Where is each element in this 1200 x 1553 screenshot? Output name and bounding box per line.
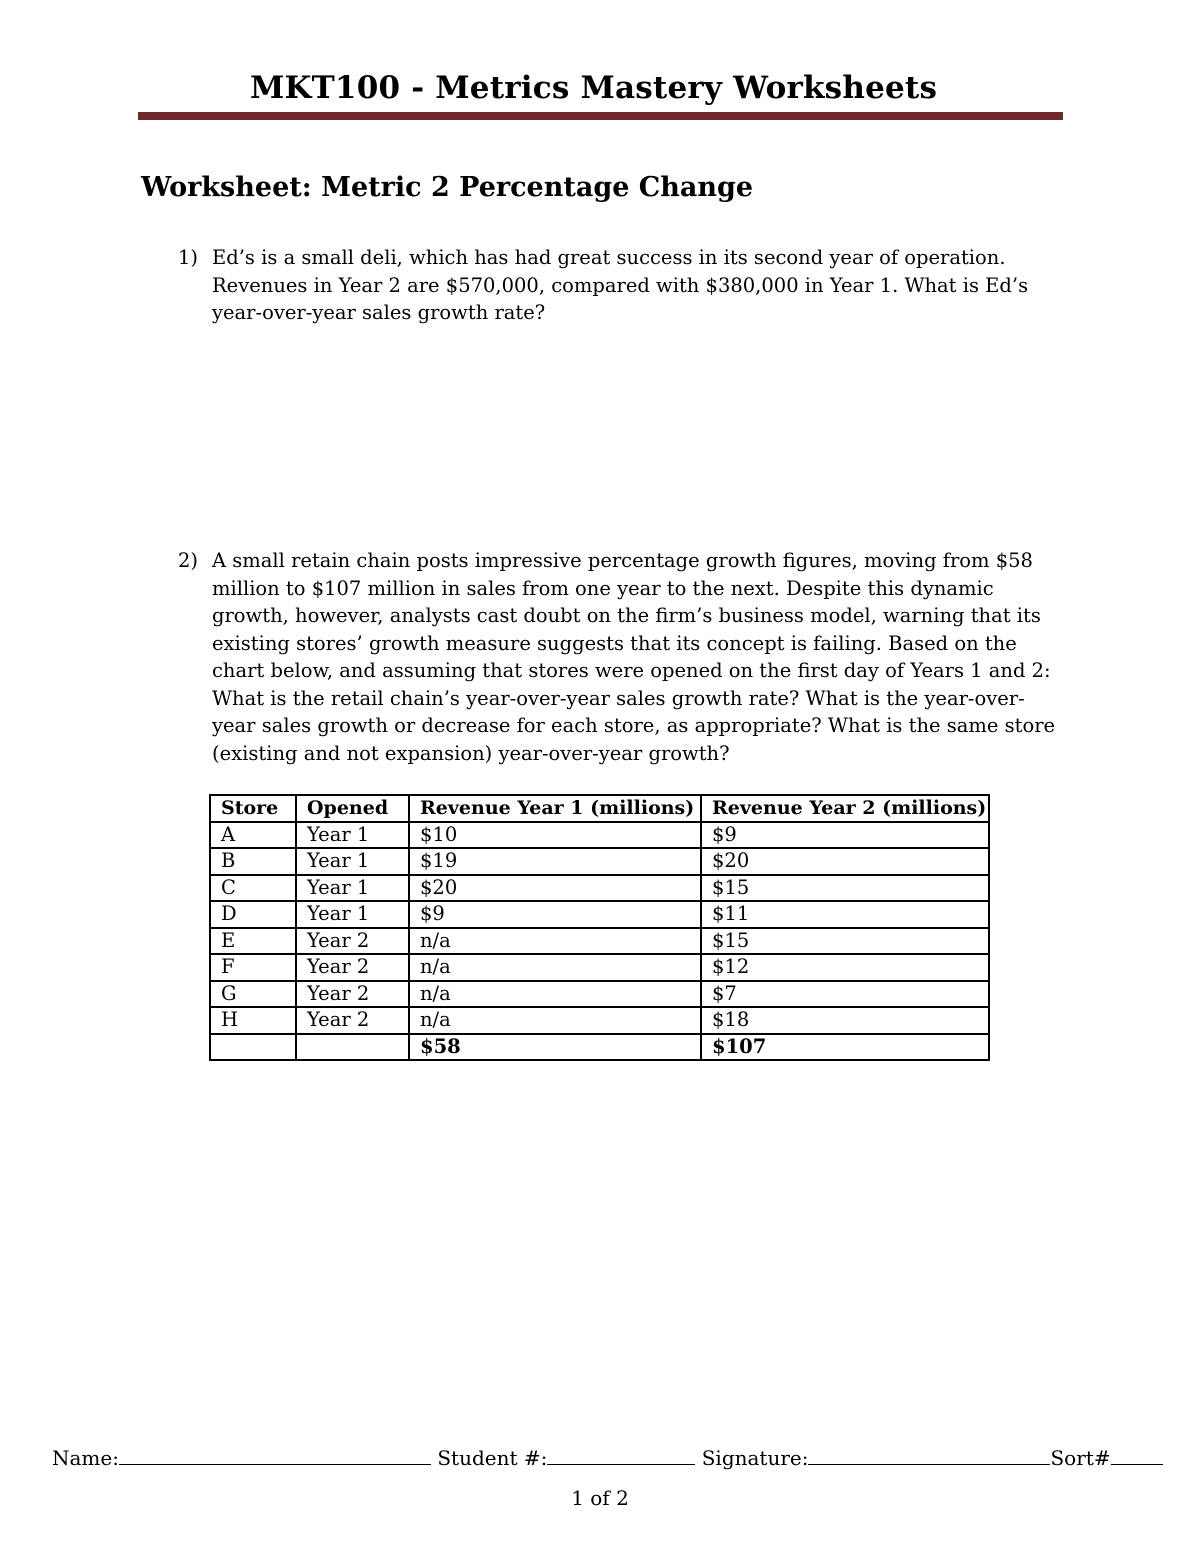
cell-opened: Year 2 [296, 954, 409, 981]
cell-store: D [210, 901, 296, 928]
question-text: A small retain chain posts impressive percentage growth figures, moving from $58 million to $107 million in sales from one year to the next. Despite this dynamic growth, however, analysts cast doubt on the firm’s business model, warning that its existing stores’ growth measure suggests that its concept is failing. Based on the chart below, and assuming that stores were opened on the first day of Years 1 and 2: What is the retail chain’s year-over-year sales growth rate? What is the year-over-year sales growth or decrease for each store, as appropriate? What is the same store (existing and not expansion) year-over-year growth? [212, 549, 1056, 765]
table-row [210, 981, 989, 1008]
cell-opened: Year 2 [296, 1007, 409, 1034]
question-number: 2) [178, 549, 199, 572]
cell-opened [296, 1034, 409, 1061]
table-header-row [210, 795, 989, 822]
cell-store: H [210, 1007, 296, 1034]
page-number: 1 of 2 [571, 1486, 629, 1510]
sort-label: Sort# [1050, 1446, 1111, 1470]
cell-revenue-year-2: $18 [701, 1007, 989, 1034]
table-row [210, 822, 989, 849]
table-row [210, 928, 989, 955]
cell-revenue-year-2: $11 [701, 901, 989, 928]
cell-opened: Year 1 [296, 875, 409, 902]
student-number-label: Student #: [437, 1446, 548, 1470]
table-row [210, 1007, 989, 1034]
cell-revenue-year-2: $7 [701, 981, 989, 1008]
cell-revenue-year-1: $20 [409, 875, 701, 902]
sort-field[interactable] [1111, 1446, 1163, 1465]
cell-store: B [210, 848, 296, 875]
header-revenue-year-1: Revenue Year 1 (millions) [409, 795, 701, 822]
total-revenue-year-2: $107 [701, 1034, 989, 1061]
question-number: 1) [178, 246, 199, 269]
store-revenue-table [209, 794, 990, 1061]
name-field[interactable] [119, 1446, 431, 1465]
worksheet-title: Worksheet: Metric 2 Percentage Change [141, 172, 754, 203]
table-row [210, 848, 989, 875]
header-revenue-year-2: Revenue Year 2 (millions) [701, 795, 989, 822]
table-row [210, 875, 989, 902]
total-revenue-year-1: $58 [409, 1034, 701, 1061]
header-store: Store [210, 795, 296, 822]
cell-revenue-year-2: $15 [701, 875, 989, 902]
table-row [210, 901, 989, 928]
cell-store: C [210, 875, 296, 902]
cell-revenue-year-1: n/a [409, 981, 701, 1008]
cell-revenue-year-1: $10 [409, 822, 701, 849]
cell-opened: Year 1 [296, 848, 409, 875]
cell-store: F [210, 954, 296, 981]
cell-opened: Year 2 [296, 981, 409, 1008]
cell-store: E [210, 928, 296, 955]
cell-revenue-year-1: $9 [409, 901, 701, 928]
cell-revenue-year-2: $20 [701, 848, 989, 875]
cell-revenue-year-2: $12 [701, 954, 989, 981]
question-1 [178, 244, 1068, 327]
document-title: MKT100 - Metrics Mastery Worksheets [250, 70, 938, 106]
cell-store: A [210, 822, 296, 849]
cell-store: G [210, 981, 296, 1008]
table-totals-row [210, 1034, 989, 1061]
cell-revenue-year-1: n/a [409, 928, 701, 955]
student-info-line [52, 1446, 1163, 1470]
cell-opened: Year 2 [296, 928, 409, 955]
cell-revenue-year-1: n/a [409, 954, 701, 981]
cell-revenue-year-1: $19 [409, 848, 701, 875]
cell-opened: Year 1 [296, 901, 409, 928]
question-text: Ed’s is a small deli, which has had great success in its second year of operation. Revenues in Year 2 are $570,000, compared with $380,000 in Year 1. What is Ed’s year-over-year sales growth rate? [212, 246, 1029, 324]
signature-field[interactable] [808, 1446, 1050, 1465]
student-number-field[interactable] [547, 1446, 695, 1465]
cell-revenue-year-2: $9 [701, 822, 989, 849]
header-opened: Opened [296, 795, 409, 822]
title-divider [138, 112, 1063, 120]
name-label: Name: [52, 1446, 119, 1470]
cell-revenue-year-1: n/a [409, 1007, 701, 1034]
cell-revenue-year-2: $15 [701, 928, 989, 955]
cell-opened: Year 1 [296, 822, 409, 849]
question-2 [178, 547, 1068, 767]
table-row [210, 954, 989, 981]
signature-label: Signature: [701, 1446, 809, 1470]
cell-store [210, 1034, 296, 1061]
